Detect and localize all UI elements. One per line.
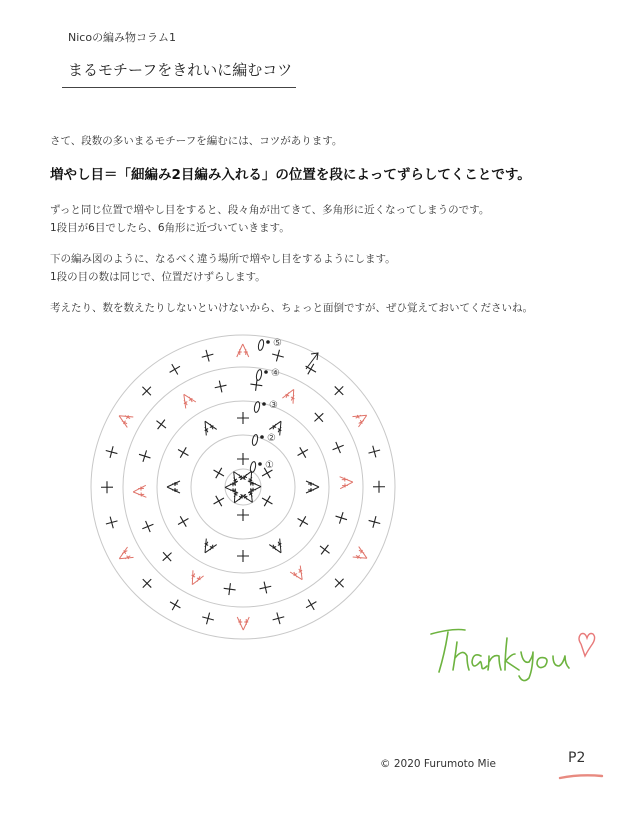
increase-symbol (340, 476, 354, 489)
slip-stitch-symbol (264, 370, 268, 374)
increase-symbol (225, 481, 238, 493)
chart-ring (123, 367, 363, 607)
round-number-label: ② (267, 433, 276, 444)
single-crochet-symbol (175, 513, 191, 529)
chart-ring (225, 469, 261, 505)
single-crochet-symbol (303, 596, 319, 612)
single-crochet-symbol (140, 519, 156, 535)
increase-symbol (133, 485, 147, 498)
page-number: P2 (568, 750, 586, 766)
single-crochet-symbol (104, 515, 119, 530)
slip-stitch-symbol (266, 340, 270, 344)
increase-symbol (167, 481, 180, 493)
slip-stitch-symbol (258, 462, 262, 466)
chain-symbol (258, 339, 265, 351)
chart-ring (191, 435, 295, 539)
single-crochet-symbol (367, 444, 382, 459)
single-crochet-symbol (331, 575, 348, 592)
title-underline (62, 87, 296, 88)
round-number-label: ④ (271, 368, 280, 379)
single-crochet-symbol (211, 493, 227, 509)
chart-ring (91, 335, 395, 639)
slip-stitch-symbol (262, 402, 266, 406)
single-crochet-symbol (237, 453, 249, 465)
paragraph-2-line-2: 1段目が6目でしたら、6角形に近づいていきます。 (50, 222, 290, 234)
paragraph-3-line-2: 1段の目の数は同じで、位置だけずらします。 (50, 271, 266, 283)
increase-symbol (248, 481, 261, 493)
single-crochet-symbol (271, 611, 286, 626)
single-crochet-symbol (258, 580, 272, 594)
round-number-label: ① (265, 460, 274, 471)
single-crochet-symbol (250, 378, 263, 391)
increase-symbol (269, 539, 286, 556)
single-crochet-symbol (200, 348, 215, 363)
round-number-label: ③ (269, 400, 278, 411)
single-crochet-symbol (331, 382, 348, 399)
chain-symbol (254, 401, 261, 413)
paragraph-2-line-1: ずっと同じ位置で増やし目をすると、段々角が出てきて、多角形に近くなってしまうのです。 (50, 204, 490, 216)
increase-symbol (353, 547, 370, 564)
chain-symbol (250, 461, 257, 473)
slip-stitch-symbol (260, 435, 264, 439)
single-crochet-symbol (167, 597, 183, 613)
single-crochet-symbol (139, 575, 156, 592)
lead-text: 増やし目＝「細編み2目編み入れる」の位置を段によってずらしてくことです。 (50, 167, 531, 183)
increase-symbol (116, 547, 133, 564)
intro-text: さて、段数の多いまるモチーフを編むには、コツがあります。 (50, 135, 343, 147)
increase-symbol (282, 387, 299, 404)
increase-symbol (200, 539, 217, 556)
single-crochet-symbol (159, 548, 176, 565)
chart-stitches (101, 339, 385, 630)
chart-ring (157, 401, 329, 573)
single-crochet-symbol (316, 541, 333, 558)
single-crochet-symbol (153, 416, 170, 433)
single-crochet-symbol (167, 361, 183, 377)
paragraph-3-line-1: 下の編み図のように、なるべく違う場所で増やし目をするようにします。 (50, 253, 396, 265)
paragraph-4: 考えたり、数を数えたりしないといけないから、ちょっと面倒ですが、ぜひ覚えておいてくださいね。 (50, 302, 533, 314)
increase-symbol (187, 570, 204, 587)
single-crochet-symbol (223, 582, 236, 595)
increase-symbol (200, 418, 217, 435)
single-crochet-symbol (259, 493, 275, 509)
chart-rings (91, 335, 395, 639)
single-crochet-symbol (373, 481, 385, 493)
increase-symbol (229, 489, 246, 506)
single-crochet-symbol (271, 348, 286, 363)
increase-symbol (306, 481, 319, 493)
single-crochet-symbol (330, 440, 346, 456)
single-crochet-symbol (237, 509, 249, 521)
single-crochet-symbol (310, 409, 327, 426)
page-title: まるモチーフをきれいに編むコツ (68, 61, 293, 79)
single-crochet-symbol (237, 550, 249, 562)
single-crochet-symbol (334, 510, 349, 525)
single-crochet-symbol (137, 449, 152, 464)
page-number-underline (558, 773, 604, 781)
single-crochet-symbol (295, 444, 311, 460)
crochet-chart (100, 338, 400, 645)
single-crochet-symbol (237, 412, 249, 424)
thank-you-signature (425, 612, 605, 682)
single-crochet-symbol (175, 444, 191, 460)
increase-symbol (237, 617, 249, 630)
increase-symbol (352, 410, 369, 427)
single-crochet-symbol (211, 465, 227, 481)
round-number-label: ⑤ (273, 338, 282, 349)
single-crochet-symbol (138, 383, 155, 400)
single-crochet-symbol (213, 379, 227, 393)
increase-symbol (290, 566, 307, 583)
single-crochet-symbol (367, 515, 382, 530)
single-crochet-symbol (104, 445, 119, 460)
increase-symbol (237, 344, 249, 357)
copyright-text: © 2020 Furumoto Mie (380, 758, 496, 770)
single-crochet-symbol (101, 481, 113, 493)
increase-symbol (179, 391, 196, 408)
chain-symbol (256, 369, 263, 381)
increase-symbol (116, 411, 133, 428)
series-label: Nicoの編み物コラム1 (68, 31, 176, 44)
single-crochet-symbol (201, 611, 216, 626)
single-crochet-symbol (295, 513, 311, 529)
